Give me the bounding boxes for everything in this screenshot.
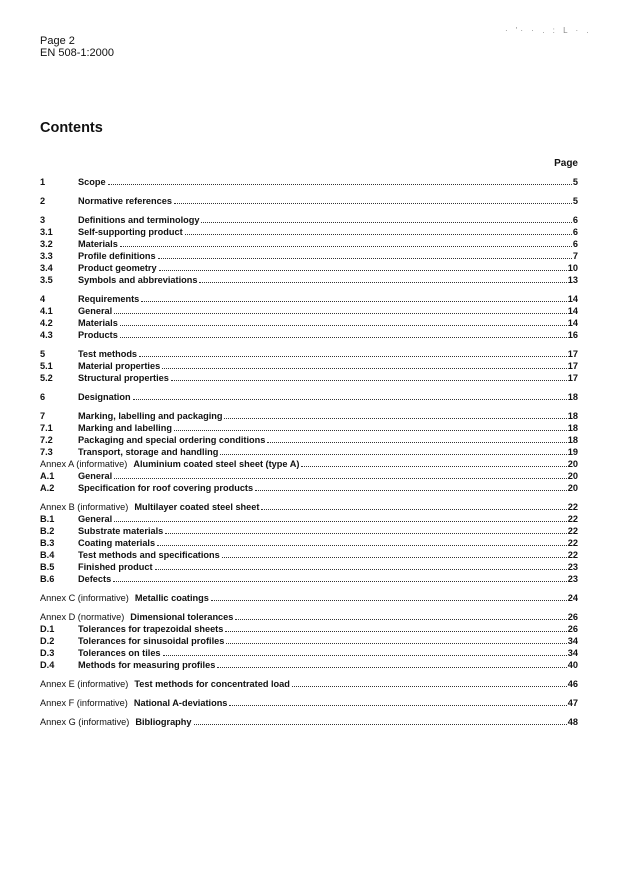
toc-entry-label: Materials bbox=[78, 318, 118, 328]
toc-entry-label: General bbox=[78, 514, 113, 524]
toc-entry[interactable] bbox=[40, 422, 578, 434]
toc-entry-body bbox=[78, 348, 578, 360]
toc-entry[interactable] bbox=[40, 697, 578, 709]
dot-leader bbox=[171, 380, 567, 381]
toc-entry-label: Tolerances for sinusoidal profiles bbox=[78, 636, 225, 646]
toc-entry-page: 7 bbox=[572, 251, 578, 261]
toc-entry-label: Product geometry bbox=[78, 263, 157, 273]
toc-entry-page: 23 bbox=[567, 562, 578, 572]
toc-entry-body bbox=[78, 470, 578, 482]
toc-entry-number: B.4 bbox=[40, 550, 55, 560]
toc-entry[interactable] bbox=[40, 372, 578, 384]
toc-entry-number: 6 bbox=[40, 392, 46, 402]
toc-entry-page: 48 bbox=[567, 717, 578, 727]
toc-entry-page: 47 bbox=[567, 698, 578, 708]
toc-entry[interactable] bbox=[40, 434, 578, 446]
toc-entry-body bbox=[40, 501, 578, 513]
toc-entry-body bbox=[78, 176, 578, 188]
toc-entry-label: Tolerances on tiles bbox=[78, 648, 161, 658]
toc-entry-label: Multilayer coated steel sheet bbox=[134, 502, 260, 512]
toc-entry-page: 6 bbox=[572, 239, 578, 249]
toc-entry-number: 7.1 bbox=[40, 423, 53, 433]
toc-entry-page: 13 bbox=[567, 275, 578, 285]
toc-entry-number: B.1 bbox=[40, 514, 55, 524]
toc-entry-body bbox=[78, 549, 578, 561]
toc-entry-label: Coating materials bbox=[78, 538, 156, 548]
toc-entry-body bbox=[78, 422, 578, 434]
dot-leader bbox=[158, 258, 572, 259]
toc-entry-body bbox=[78, 214, 578, 226]
dot-leader bbox=[301, 466, 566, 467]
toc-entry-page: 6 bbox=[572, 227, 578, 237]
toc-entry-body bbox=[78, 525, 578, 537]
toc-entry-page: 17 bbox=[567, 361, 578, 371]
toc-entry-number: D.1 bbox=[40, 624, 55, 634]
dot-leader bbox=[229, 705, 566, 706]
toc-entry-number: D.4 bbox=[40, 660, 55, 670]
toc-entry-page: 34 bbox=[567, 636, 578, 646]
toc-entry-number: 1 bbox=[40, 177, 46, 187]
toc-entry-label: Structural properties bbox=[78, 373, 169, 383]
page-number-line: Page 2 bbox=[40, 35, 75, 47]
dot-leader bbox=[226, 643, 566, 644]
toc-entry-body bbox=[78, 623, 578, 635]
toc-entry[interactable] bbox=[40, 250, 578, 262]
dot-leader bbox=[157, 545, 567, 546]
toc-entry-body bbox=[40, 592, 578, 604]
toc-entry-label: Specification for roof covering products bbox=[78, 483, 254, 493]
toc-entry[interactable] bbox=[40, 391, 578, 403]
toc-entry-number: 4.2 bbox=[40, 318, 53, 328]
toc-entry-body bbox=[78, 195, 578, 207]
toc-entry-label: Finished product bbox=[78, 562, 153, 572]
annex-prefix: Annex E (informative) bbox=[40, 679, 129, 689]
toc-entry-body bbox=[78, 372, 578, 384]
toc-entry-number: 5.1 bbox=[40, 361, 53, 371]
toc-entry[interactable] bbox=[40, 470, 578, 482]
toc-entry-page: 16 bbox=[567, 330, 578, 340]
dot-leader bbox=[261, 509, 566, 510]
toc-entry-page: 10 bbox=[567, 263, 578, 273]
toc-entry-body bbox=[78, 238, 578, 250]
annex-prefix: Annex G (informative) bbox=[40, 717, 130, 727]
toc-entry-page: 14 bbox=[567, 306, 578, 316]
toc-entry[interactable] bbox=[40, 635, 578, 647]
dot-leader bbox=[155, 569, 567, 570]
toc-entry-body bbox=[78, 482, 578, 494]
page-header bbox=[40, 35, 114, 59]
toc-entry-label: Designation bbox=[78, 392, 131, 402]
toc-entry-label: Normative references bbox=[78, 196, 172, 206]
dot-leader bbox=[217, 667, 566, 668]
toc-entry-page: 22 bbox=[567, 538, 578, 548]
toc-entry[interactable] bbox=[40, 482, 578, 494]
toc-entry-body bbox=[40, 716, 578, 728]
toc-entry-body bbox=[40, 678, 578, 690]
scan-specks: · '· · . : L · . bbox=[505, 26, 592, 35]
toc-entry-page: 40 bbox=[567, 660, 578, 670]
dot-leader bbox=[165, 533, 566, 534]
dot-leader bbox=[114, 478, 567, 479]
toc-entry-label: Symbols and abbreviations bbox=[78, 275, 198, 285]
dot-leader bbox=[211, 600, 567, 601]
toc-entry-label: Profile definitions bbox=[78, 251, 156, 261]
toc-entry-label: Material properties bbox=[78, 361, 161, 371]
toc-entry-label: Aluminium coated steel sheet (type A) bbox=[133, 459, 300, 469]
toc-entry-body bbox=[78, 659, 578, 671]
toc-entry-number: 5.2 bbox=[40, 373, 53, 383]
toc-entry-number: D.2 bbox=[40, 636, 55, 646]
toc-entry-label: Marking and labelling bbox=[78, 423, 172, 433]
toc-entry-number: 4.3 bbox=[40, 330, 53, 340]
toc-entry-body bbox=[78, 293, 578, 305]
toc-entry-body bbox=[78, 317, 578, 329]
toc-entry-body bbox=[78, 274, 578, 286]
toc-entry-number: 3.4 bbox=[40, 263, 53, 273]
toc-entry-number: 4.1 bbox=[40, 306, 53, 316]
toc-entry-page: 20 bbox=[567, 483, 578, 493]
toc-entry-page: 34 bbox=[567, 648, 578, 658]
dot-leader bbox=[114, 521, 567, 522]
toc-entry[interactable] bbox=[40, 446, 578, 458]
toc-entry-label: National A-deviations bbox=[133, 698, 228, 708]
dot-leader bbox=[185, 234, 572, 235]
toc-entry-page: 26 bbox=[567, 612, 578, 622]
toc-entry-number: 3.1 bbox=[40, 227, 53, 237]
standard-number-line: EN 508-1:2000 bbox=[40, 47, 114, 59]
toc-entry-page: 20 bbox=[567, 471, 578, 481]
toc-entry-page: 18 bbox=[567, 411, 578, 421]
toc-entry-number: 7.3 bbox=[40, 447, 53, 457]
toc-entry-number: A.2 bbox=[40, 483, 55, 493]
toc-entry[interactable] bbox=[40, 611, 578, 623]
toc-entry[interactable] bbox=[40, 329, 578, 341]
toc-entry-number: 3.5 bbox=[40, 275, 53, 285]
toc-entry[interactable] bbox=[40, 659, 578, 671]
dot-leader bbox=[199, 282, 566, 283]
toc-entry[interactable] bbox=[40, 214, 578, 226]
toc-entry-body bbox=[78, 329, 578, 341]
dot-leader bbox=[159, 270, 567, 271]
toc-entry-page: 23 bbox=[567, 574, 578, 584]
toc-entry-page: 22 bbox=[567, 514, 578, 524]
toc-entry-body bbox=[78, 513, 578, 525]
dot-leader bbox=[220, 454, 566, 455]
toc-entry-body bbox=[78, 410, 578, 422]
toc-entry-page: 22 bbox=[567, 550, 578, 560]
toc-entry[interactable] bbox=[40, 549, 578, 561]
toc-entry[interactable] bbox=[40, 716, 578, 728]
toc-entry[interactable] bbox=[40, 501, 578, 513]
toc-entry[interactable] bbox=[40, 348, 578, 360]
toc-entry-label: Test methods and specifications bbox=[78, 550, 220, 560]
toc-entry-label: Defects bbox=[78, 574, 112, 584]
dot-leader bbox=[141, 301, 566, 302]
toc-entry-label: Self-supporting product bbox=[78, 227, 183, 237]
toc-entry-label: Definitions and terminology bbox=[78, 215, 200, 225]
toc-entry-body bbox=[78, 305, 578, 317]
toc-entry-number: 3.2 bbox=[40, 239, 53, 249]
toc-entry[interactable] bbox=[40, 592, 578, 604]
toc-entry-page: 14 bbox=[567, 294, 578, 304]
toc-entry-label: Bibliography bbox=[135, 717, 192, 727]
toc-entry-page: 5 bbox=[572, 196, 578, 206]
toc-entry-body bbox=[78, 647, 578, 659]
toc-entry[interactable] bbox=[40, 623, 578, 635]
toc-entry-label: Tolerances for trapezoidal sheets bbox=[78, 624, 224, 634]
toc-entry-label: Materials bbox=[78, 239, 118, 249]
toc-entry-page: 22 bbox=[567, 526, 578, 536]
toc-entry-page: 14 bbox=[567, 318, 578, 328]
toc-entry[interactable] bbox=[40, 226, 578, 238]
toc-entry-page: 18 bbox=[567, 423, 578, 433]
annex-prefix: Annex A (informative) bbox=[40, 459, 128, 469]
dot-leader bbox=[113, 581, 567, 582]
toc-entry-label: Scope bbox=[78, 177, 106, 187]
toc-entry[interactable] bbox=[40, 537, 578, 549]
dot-leader bbox=[108, 184, 572, 185]
toc-entry-body bbox=[78, 561, 578, 573]
dot-leader bbox=[139, 356, 567, 357]
toc-entry-label: Packaging and special ordering conditions bbox=[78, 435, 266, 445]
toc-entry[interactable] bbox=[40, 458, 578, 470]
toc-entry[interactable] bbox=[40, 678, 578, 690]
toc-entry-number: B.3 bbox=[40, 538, 55, 548]
toc-entry-number: D.3 bbox=[40, 648, 55, 658]
toc-entry-number: 4 bbox=[40, 294, 46, 304]
toc-entry-page: 5 bbox=[572, 177, 578, 187]
toc-entry-body bbox=[40, 611, 578, 623]
toc-entry-page: 18 bbox=[567, 435, 578, 445]
toc-entry-number: 7 bbox=[40, 411, 46, 421]
toc-entry-number: 3.3 bbox=[40, 251, 53, 261]
dot-leader bbox=[267, 442, 566, 443]
toc-entry-page: 46 bbox=[567, 679, 578, 689]
toc-entry[interactable] bbox=[40, 573, 578, 585]
page-column-label: Page bbox=[554, 158, 578, 169]
dot-leader bbox=[222, 557, 567, 558]
toc-entry-body bbox=[78, 635, 578, 647]
toc-entry[interactable] bbox=[40, 360, 578, 372]
toc-entry[interactable] bbox=[40, 410, 578, 422]
toc-entry[interactable] bbox=[40, 195, 578, 207]
toc-entry-body bbox=[40, 697, 578, 709]
toc-entry-label: Transport, storage and handling bbox=[78, 447, 219, 457]
toc-entry-body bbox=[78, 226, 578, 238]
toc-entry[interactable] bbox=[40, 176, 578, 188]
toc-entry-number: B.2 bbox=[40, 526, 55, 536]
annex-prefix: Annex F (informative) bbox=[40, 698, 128, 708]
toc-entry-page: 17 bbox=[567, 373, 578, 383]
contents-title: Contents bbox=[40, 120, 103, 136]
toc-entry[interactable] bbox=[40, 647, 578, 659]
toc-entry-number: 5 bbox=[40, 349, 46, 359]
toc-entry[interactable] bbox=[40, 525, 578, 537]
toc-entry-page: 22 bbox=[567, 502, 578, 512]
toc-entry-label: Marking, labelling and packaging bbox=[78, 411, 223, 421]
toc-entry[interactable] bbox=[40, 238, 578, 250]
table-of-contents bbox=[40, 176, 578, 728]
toc-entry-body bbox=[78, 391, 578, 403]
toc-entry-label: Test methods bbox=[78, 349, 138, 359]
dot-leader bbox=[201, 222, 571, 223]
toc-entry[interactable] bbox=[40, 293, 578, 305]
toc-entry-page: 17 bbox=[567, 349, 578, 359]
annex-prefix: Annex B (informative) bbox=[40, 502, 129, 512]
dot-leader bbox=[114, 313, 567, 314]
dot-leader bbox=[292, 686, 567, 687]
dot-leader bbox=[174, 203, 572, 204]
toc-entry-body bbox=[78, 537, 578, 549]
dot-leader bbox=[224, 418, 566, 419]
dot-leader bbox=[255, 490, 567, 491]
toc-entry[interactable] bbox=[40, 513, 578, 525]
toc-entry-body bbox=[78, 250, 578, 262]
toc-entry[interactable] bbox=[40, 317, 578, 329]
dot-leader bbox=[174, 430, 567, 431]
toc-entry-page: 20 bbox=[567, 459, 578, 469]
toc-entry-label: Requirements bbox=[78, 294, 140, 304]
toc-entry-label: General bbox=[78, 471, 113, 481]
dot-leader bbox=[120, 337, 567, 338]
toc-entry-body bbox=[40, 458, 578, 470]
toc-entry-number: B.6 bbox=[40, 574, 55, 584]
toc-entry-page: 6 bbox=[572, 215, 578, 225]
annex-prefix: Annex C (informative) bbox=[40, 593, 129, 603]
toc-entry-page: 19 bbox=[567, 447, 578, 457]
dot-leader bbox=[133, 399, 567, 400]
toc-entry-page: 24 bbox=[567, 593, 578, 603]
toc-entry-page: 26 bbox=[567, 624, 578, 634]
toc-entry-body bbox=[78, 360, 578, 372]
toc-entry-number: A.1 bbox=[40, 471, 55, 481]
toc-entry-number: 3 bbox=[40, 215, 46, 225]
toc-entry-label: Methods for measuring profiles bbox=[78, 660, 216, 670]
toc-entry-label: General bbox=[78, 306, 113, 316]
toc-entry-body bbox=[78, 446, 578, 458]
toc-entry[interactable] bbox=[40, 274, 578, 286]
toc-entry-body bbox=[78, 262, 578, 274]
toc-entry-body bbox=[78, 434, 578, 446]
toc-entry-body bbox=[78, 573, 578, 585]
dot-leader bbox=[235, 619, 566, 620]
dot-leader bbox=[225, 631, 566, 632]
toc-entry-label: Substrate materials bbox=[78, 526, 164, 536]
toc-entry[interactable] bbox=[40, 305, 578, 317]
toc-entry-label: Products bbox=[78, 330, 118, 340]
toc-entry-page: 18 bbox=[567, 392, 578, 402]
dot-leader bbox=[162, 368, 567, 369]
toc-entry-number: 2 bbox=[40, 196, 46, 206]
toc-entry[interactable] bbox=[40, 262, 578, 274]
toc-entry-label: Test methods for concentrated load bbox=[134, 679, 290, 689]
dot-leader bbox=[120, 325, 567, 326]
toc-entry-label: Dimensional tolerances bbox=[130, 612, 234, 622]
toc-entry[interactable] bbox=[40, 561, 578, 573]
toc-entry-label: Metallic coatings bbox=[134, 593, 209, 603]
toc-entry-number: B.5 bbox=[40, 562, 55, 572]
dot-leader bbox=[163, 655, 567, 656]
dot-leader bbox=[194, 724, 567, 725]
toc-entry-number: 7.2 bbox=[40, 435, 53, 445]
dot-leader bbox=[120, 246, 572, 247]
annex-prefix: Annex D (normative) bbox=[40, 612, 125, 622]
